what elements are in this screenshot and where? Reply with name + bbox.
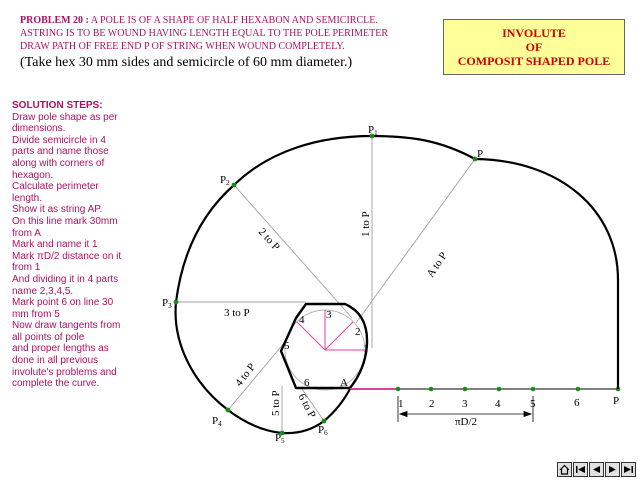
- title-line-1: INVOLUTE: [502, 26, 566, 40]
- point-p2: [232, 183, 237, 188]
- label-p6: P6: [318, 424, 328, 437]
- tangent-label-3: 3 to P: [224, 307, 250, 319]
- step-line: all points of pole: [12, 331, 85, 343]
- step-line: from A: [12, 227, 41, 239]
- step-line: hexagon.: [12, 169, 54, 181]
- next-icon-glyph: [606, 463, 619, 476]
- string-point-5: [531, 387, 536, 392]
- pole-label-1: 1: [363, 343, 369, 355]
- dimension-label: πD/2: [455, 416, 478, 428]
- pole-shape: [281, 304, 367, 390]
- string-label-1: 1: [398, 398, 404, 410]
- home-icon[interactable]: [557, 462, 572, 477]
- pole-label-6: 6: [304, 377, 310, 389]
- step-line: mm from 5: [12, 308, 60, 320]
- point-p6: [322, 419, 327, 424]
- step-line: involute's problems and: [12, 366, 117, 378]
- step-line: along with corners of: [12, 157, 105, 169]
- tangent-label-a: A to P: [424, 250, 450, 280]
- step-line: Calculate perimeter: [12, 181, 99, 193]
- next-icon[interactable]: [605, 462, 620, 477]
- point-p4: [226, 408, 231, 413]
- prev-icon-glyph: [590, 463, 603, 476]
- string-mark-labels: [398, 395, 619, 428]
- label-p5: P5: [275, 432, 285, 445]
- label-p1: P1: [368, 124, 378, 137]
- step-line: Now draw tangents from: [12, 320, 121, 332]
- string-label-5: 5: [530, 398, 536, 410]
- division-line: [297, 322, 325, 350]
- prev-icon[interactable]: [589, 462, 604, 477]
- step-line: length.: [12, 192, 43, 204]
- title-line-3: COMPOSIT SHAPED POLE: [457, 54, 611, 68]
- tangent-label-5: 5 to P: [270, 390, 282, 416]
- step-line: On this line mark 30mm: [12, 215, 118, 227]
- step-line: and proper lengths as: [12, 343, 109, 355]
- label-p3: P3: [162, 297, 172, 310]
- step-line: dimensions.: [12, 123, 66, 135]
- dimension-arrow-left: [400, 412, 407, 417]
- step-line: Mark πD/2 distance on it: [12, 250, 122, 262]
- string-point-4: [497, 387, 502, 392]
- string-point-3: [463, 387, 468, 392]
- string-point-6: [576, 387, 581, 392]
- dimension-arrow-right: [524, 412, 531, 417]
- step-line: Mark point 6 on line 30: [12, 297, 114, 309]
- string-label-4: 4: [495, 398, 501, 410]
- problem-note: (Take hex 30 mm sides and semicircle of 60 mm diameter.): [20, 55, 353, 70]
- string-point-2: [429, 387, 434, 392]
- problem-line-3: DRAW PATH OF FREE END P OF STRING WHEN WOUND COMPLETELY.: [20, 41, 345, 52]
- division-line: [325, 322, 353, 350]
- step-line: And dividing it in 4 parts: [12, 273, 119, 285]
- step-line: Divide semicircle in 4: [12, 134, 106, 146]
- string-label-2: 2: [429, 398, 435, 410]
- label-p: P: [477, 148, 484, 160]
- first-icon-glyph: [574, 463, 587, 476]
- pole-label-3: 3: [326, 309, 332, 321]
- point-p3: [174, 300, 179, 305]
- pole-label-2: 2: [355, 326, 361, 338]
- home-icon-glyph: [558, 463, 571, 476]
- tangent-label-1: 1 to P: [360, 211, 372, 237]
- step-line: from 1: [12, 262, 41, 274]
- title-line-2: OF: [525, 40, 543, 54]
- tangent-label-6: 6 to P: [295, 391, 319, 421]
- string-label-3: 3: [462, 398, 468, 410]
- label-p4: P4: [212, 415, 222, 428]
- step-line: name 2,3,4,5.: [12, 285, 74, 297]
- step-line: Mark and name it 1: [12, 239, 98, 251]
- problem-line-2: ASTRING IS TO BE WOUND HAVING LENGTH EQUAL TO THE POLE PERIMETER: [20, 28, 389, 39]
- tangent-line-a: [356, 159, 475, 323]
- string-point-1: [396, 387, 401, 392]
- label-a: A: [340, 377, 348, 389]
- string-label-p: P: [613, 395, 620, 407]
- label-p2: P2: [220, 174, 230, 187]
- steps-header: SOLUTION STEPS:: [12, 100, 103, 111]
- problem-number: PROBLEM 20 :: [20, 15, 89, 26]
- step-line: done in all previous: [12, 355, 99, 367]
- last-icon-glyph: [622, 463, 635, 476]
- string-line: [350, 387, 620, 392]
- step-line: Show it as string AP.: [12, 204, 103, 216]
- step-line: complete the curve.: [12, 378, 100, 390]
- string-label-6: 6: [574, 397, 580, 409]
- tangent-line-2: [234, 185, 352, 318]
- step-line: Draw pole shape as per: [12, 111, 118, 123]
- last-icon[interactable]: [621, 462, 636, 477]
- pole-label-5: 5: [284, 340, 290, 352]
- step-line: parts and name those: [12, 146, 109, 158]
- tangent-label-2: 2 to P: [255, 225, 282, 254]
- first-icon[interactable]: [573, 462, 588, 477]
- problem-line-1: A POLE IS OF A SHAPE OF HALF HEXABON AND SEMICIRCLE.: [90, 15, 378, 26]
- pole-label-4: 4: [299, 314, 305, 326]
- tangent-label-4: 4 to P: [232, 361, 259, 389]
